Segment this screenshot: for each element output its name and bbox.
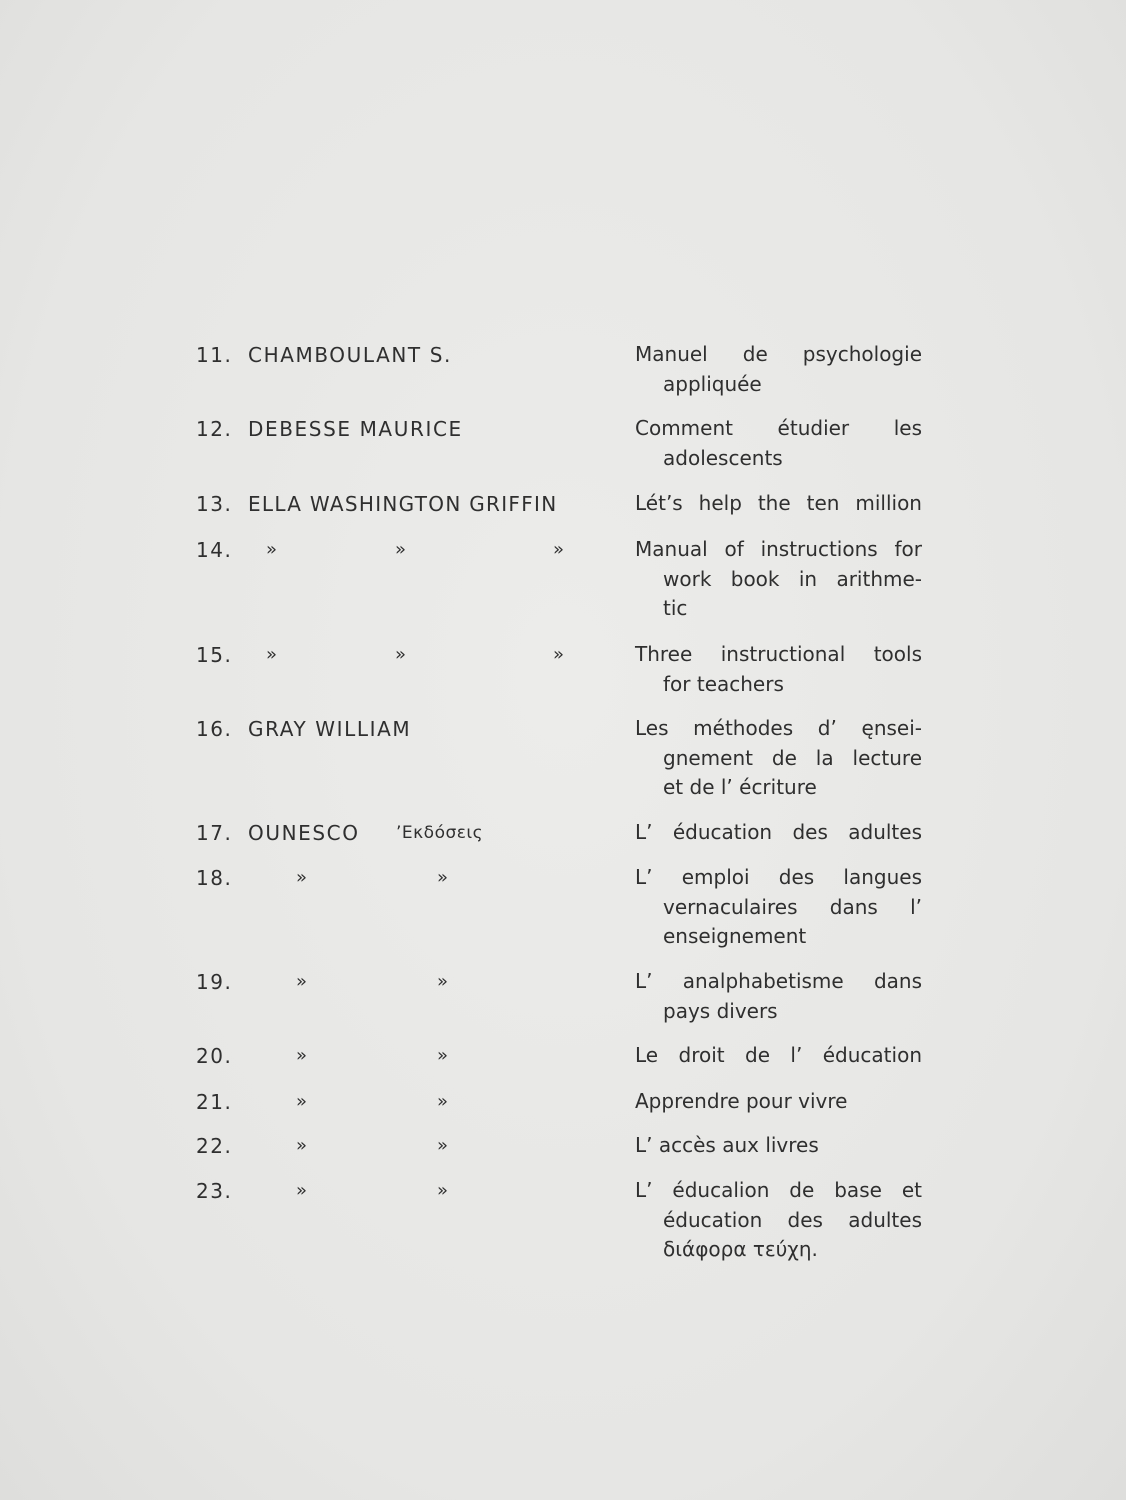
entry-number: 20.: [196, 1044, 233, 1068]
entry-title: [635, 863, 922, 952]
title-line: et de l’ écriture: [663, 775, 817, 799]
title-line: L’ éducalion de base et: [635, 1178, 922, 1202]
entry-title: [635, 1176, 922, 1265]
title-line: for teachers: [663, 671, 784, 696]
entry-author: DEBESSE MAURICE: [248, 417, 463, 441]
ditto-mark: »: [437, 1135, 449, 1156]
entry-number: 15.: [196, 643, 233, 667]
entry-number: 23.: [196, 1179, 233, 1203]
entry-title: [635, 414, 922, 473]
ditto-mark: »: [437, 1045, 449, 1066]
entry-number: 19.: [196, 970, 233, 994]
ditto-mark: »: [296, 1045, 308, 1066]
entry-author-note: ’Εκδόσεις: [396, 823, 484, 843]
title-line: Le droit de l’ éducation: [635, 1043, 922, 1067]
title-line: Les méthodes d’ ęnsei-: [635, 716, 922, 740]
ditto-mark: »: [296, 971, 308, 992]
title-line: work book in arithme-: [663, 566, 922, 591]
entry-number: 13.: [196, 492, 233, 516]
ditto-mark: »: [553, 539, 565, 560]
ditto-mark: »: [437, 971, 449, 992]
title-line: Lét’s help the ten million: [635, 491, 922, 515]
title-line: pays divers: [663, 998, 778, 1023]
title-line: L’ accès aux livres: [635, 1133, 819, 1157]
title-line: L’ emploi des langues: [635, 865, 922, 889]
entry-title: [635, 714, 922, 803]
entry-author: ELLA WASHINGTON GRIFFIN: [248, 492, 558, 516]
entry-title: [635, 1087, 922, 1117]
entry-author: GRAY WILLIAM: [248, 717, 412, 741]
title-line: Three instructional tools: [635, 642, 922, 666]
entry-number: 17.: [196, 821, 233, 845]
entry-number: 21.: [196, 1090, 233, 1114]
ditto-mark: »: [437, 1091, 449, 1112]
entry-title: [635, 1041, 922, 1071]
title-line: appliquée: [663, 371, 762, 396]
entry-title: [635, 535, 922, 624]
title-line: Apprendre pour vivre: [635, 1089, 848, 1113]
entry-title: [635, 340, 922, 399]
title-line: διάφορα τεύχη.: [663, 1237, 818, 1261]
entry-number: 14.: [196, 538, 233, 562]
entry-title: [635, 640, 922, 699]
entry-title: [635, 489, 922, 519]
entry-number: 12.: [196, 417, 233, 441]
title-line: L’ éducation des adultes: [635, 820, 922, 844]
ditto-mark: »: [553, 644, 565, 665]
title-line: Manuel de psychologie: [635, 342, 922, 366]
entry-title: [635, 818, 922, 848]
title-line: Comment étudier les: [635, 416, 922, 440]
title-line: Manual of instructions for: [635, 537, 922, 561]
title-line: éducation des adultes: [663, 1207, 922, 1232]
entry-title: [635, 1131, 922, 1161]
entry-number: 18.: [196, 866, 233, 890]
title-line: L’ analphabetisme dans: [635, 969, 922, 993]
entry-title: [635, 967, 922, 1026]
ditto-mark: »: [437, 867, 449, 888]
entry-number: 11.: [196, 343, 233, 367]
title-line: tic: [663, 596, 688, 620]
ditto-mark: »: [266, 644, 278, 665]
ditto-mark: »: [296, 1135, 308, 1156]
ditto-mark: »: [296, 1180, 308, 1201]
title-line: gnement de la lecture: [663, 745, 922, 770]
ditto-mark: »: [296, 867, 308, 888]
ditto-mark: »: [437, 1180, 449, 1201]
entry-number: 22.: [196, 1134, 233, 1158]
ditto-mark: »: [296, 1091, 308, 1112]
title-line: vernaculaires dans l’: [663, 894, 922, 919]
entry-author: CHAMBOULANT S.: [248, 343, 452, 367]
ditto-mark: »: [395, 539, 407, 560]
title-line: adolescents: [663, 445, 783, 470]
entry-number: 16.: [196, 717, 233, 741]
ditto-mark: »: [266, 539, 278, 560]
entry-author: OUNESCO: [248, 821, 360, 845]
ditto-mark: »: [395, 644, 407, 665]
title-line: enseignement: [663, 924, 807, 948]
